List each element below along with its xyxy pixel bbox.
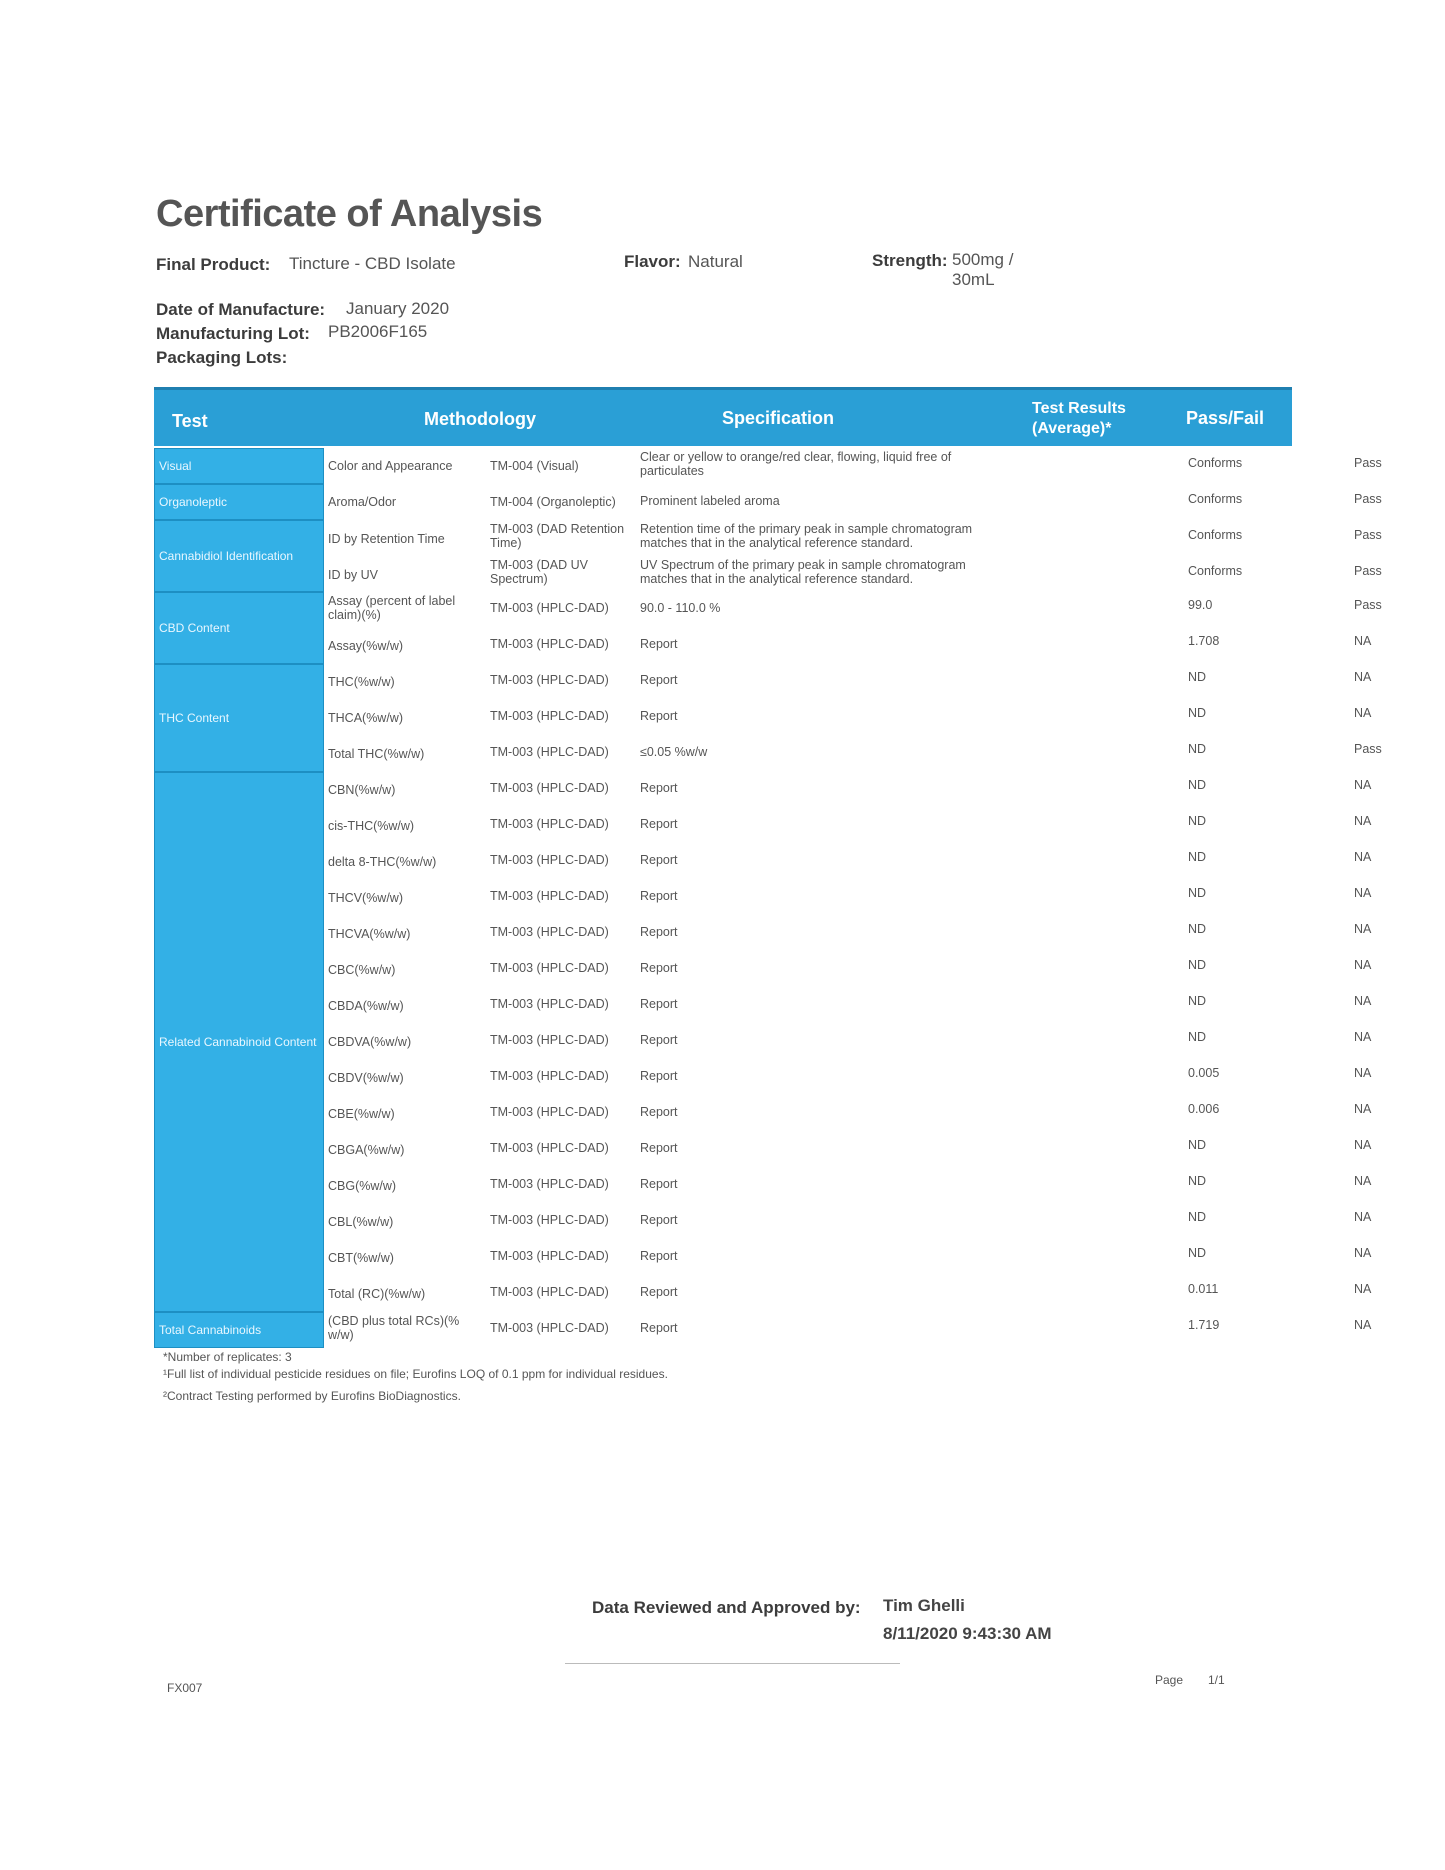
cell-pass-fail: NA (1354, 778, 1372, 792)
cell-result: ND (1188, 1138, 1207, 1152)
group-organoleptic: Organoleptic (154, 484, 324, 520)
cell-pass-fail: NA (1354, 922, 1372, 936)
cell-test: CBDV(%w/w) (328, 1071, 404, 1085)
cell-pass-fail: Pass (1354, 492, 1382, 506)
cell-result: 0.011 (1188, 1282, 1219, 1296)
cell-test: THCVA(%w/w) (328, 927, 411, 941)
col-pass-fail: Pass/Fail (1186, 408, 1265, 428)
table-row (324, 952, 1372, 988)
cell-method: TM-003 (HPLC-DAD) (490, 1285, 609, 1299)
table-header (154, 387, 1292, 446)
cell-result: ND (1188, 814, 1207, 828)
cell-result: ND (1188, 886, 1207, 900)
table-row (324, 592, 1382, 628)
footnote-contract: ²Contract Testing performed by Eurofins BioDiagnostics. (163, 1389, 461, 1403)
cell-test: THCV(%w/w) (328, 891, 403, 905)
cell-method: TM-003 (HPLC-DAD) (490, 601, 609, 615)
cell-spec: Prominent labeled aroma (640, 494, 780, 508)
cell-spec: 90.0 - 110.0 % (640, 601, 721, 615)
table-row (324, 1024, 1372, 1060)
cell-pass-fail: Pass (1354, 528, 1382, 542)
table-row (324, 556, 1382, 592)
cell-test: CBDVA(%w/w) (328, 1035, 412, 1049)
cell-spec: Retention time of the primary peak in sample chromatogram matches that in the analytical reference standard. (640, 522, 973, 550)
table-row (324, 1204, 1372, 1240)
cell-test: CBGA(%w/w) (328, 1143, 405, 1157)
cell-method: TM-003 (HPLC-DAD) (490, 997, 609, 1011)
cell-spec: Report (640, 637, 678, 651)
cell-method: TM-003 (HPLC-DAD) (490, 1069, 609, 1083)
col-test: Test (172, 411, 208, 431)
cell-test: ID by UV (328, 568, 379, 582)
cell-method: TM-003 (HPLC-DAD) (490, 1213, 609, 1227)
cell-pass-fail: NA (1354, 958, 1372, 972)
strength-label: Strength: (872, 251, 948, 270)
cell-spec: Report (640, 1177, 678, 1191)
cell-method: TM-004 (Organoleptic) (490, 495, 616, 509)
cell-test: cis-THC(%w/w) (328, 819, 415, 833)
approver-name: Tim Ghelli (883, 1596, 965, 1615)
signature-line (565, 1663, 900, 1664)
table-row (324, 664, 1372, 700)
cell-test: CBN(%w/w) (328, 783, 396, 797)
cell-result: ND (1188, 922, 1207, 936)
cell-result: 1.719 (1188, 1318, 1220, 1332)
cell-pass-fail: NA (1354, 814, 1372, 828)
cell-spec: Report (640, 925, 678, 939)
cell-method: TM-003 (HPLC-DAD) (490, 1033, 609, 1047)
cell-result: Conforms (1188, 492, 1243, 506)
cell-test: delta 8-THC(%w/w) (328, 855, 437, 869)
cell-result: ND (1188, 1030, 1207, 1044)
group-total-cannabinoids: Total Cannabinoids (154, 1312, 324, 1348)
cell-pass-fail: NA (1354, 634, 1372, 648)
form-code: FX007 (167, 1681, 203, 1695)
cell-pass-fail: NA (1354, 1318, 1372, 1332)
cell-test: CBG(%w/w) (328, 1179, 397, 1193)
cell-result: 99.0 (1188, 598, 1213, 612)
cell-spec: Report (640, 1321, 678, 1335)
cell-spec: Report (640, 1069, 678, 1083)
page-number: 1/1 (1208, 1673, 1225, 1687)
cell-spec: Report (640, 853, 678, 867)
cell-method: TM-003 (HPLC-DAD) (490, 853, 609, 867)
cell-result: ND (1188, 994, 1207, 1008)
cell-pass-fail: Pass (1354, 456, 1382, 470)
cell-pass-fail: NA (1354, 706, 1372, 720)
cell-method: TM-004 (Visual) (490, 459, 579, 473)
cell-result: ND (1188, 1210, 1207, 1224)
cell-pass-fail: NA (1354, 1066, 1372, 1080)
table-row (324, 1096, 1372, 1132)
cell-test: Total (RC)(%w/w) (328, 1287, 426, 1301)
cell-test: CBE(%w/w) (328, 1107, 395, 1121)
cell-spec: Report (640, 889, 678, 903)
cell-method: TM-003 (HPLC-DAD) (490, 1321, 609, 1335)
cell-spec: ≤0.05 %w/w (640, 745, 708, 759)
strength-value-2: 30mL (952, 270, 995, 289)
group-related-cannabinoid-content: Related Cannabinoid Content (154, 772, 324, 1312)
cell-method: TM-003 (HPLC-DAD) (490, 745, 609, 759)
cell-test: Assay (percent of label claim)(%) (328, 594, 456, 622)
cell-test: Color and Appearance (328, 459, 453, 473)
table-row (324, 520, 1382, 556)
cell-pass-fail: NA (1354, 1138, 1372, 1152)
approval-datetime: 8/11/2020 9:43:30 AM (883, 1624, 1052, 1643)
cell-spec: UV Spectrum of the primary peak in sample chromatogram matches that in the analytical reference standard. (640, 558, 966, 586)
col-methodology: Methodology (424, 409, 536, 429)
cell-pass-fail: NA (1354, 1282, 1372, 1296)
cell-method: TM-003 (HPLC-DAD) (490, 781, 609, 795)
flavor-value: Natural (688, 252, 743, 271)
cell-test: (CBD plus total RCs)(% w/w) (328, 1314, 460, 1342)
page-label: Page (1155, 1673, 1184, 1687)
table-row (324, 1276, 1372, 1312)
cell-spec: Report (640, 1249, 678, 1263)
cell-result: ND (1188, 706, 1207, 720)
cell-spec: Report (640, 817, 678, 831)
cell-result: ND (1188, 742, 1207, 756)
group-visual: Visual (154, 448, 324, 484)
cell-test: CBC(%w/w) (328, 963, 396, 977)
table-row (324, 1240, 1372, 1276)
cell-test: CBL(%w/w) (328, 1215, 394, 1229)
cell-spec: Report (640, 1213, 678, 1227)
cell-method: TM-003 (HPLC-DAD) (490, 1249, 609, 1263)
cell-result: ND (1188, 1174, 1207, 1188)
table-row (324, 1312, 1372, 1348)
cell-method: TM-003 (HPLC-DAD) (490, 925, 609, 939)
cell-test: ID by Retention Time (328, 532, 445, 546)
cell-spec: Report (640, 1033, 678, 1047)
table-row (324, 916, 1372, 952)
table-row (324, 448, 1382, 484)
table-row (324, 1168, 1372, 1204)
cell-pass-fail: NA (1354, 1174, 1372, 1188)
cell-method: TM-003 (HPLC-DAD) (490, 817, 609, 831)
cell-method: TM-003 (DAD Retention Time) (490, 522, 625, 550)
final-product-label: Final Product: (156, 255, 271, 274)
cell-pass-fail: Pass (1354, 564, 1382, 578)
cell-result: ND (1188, 670, 1207, 684)
cell-pass-fail: NA (1354, 1030, 1372, 1044)
cell-spec: Report (640, 1105, 678, 1119)
cell-spec: Report (640, 1141, 678, 1155)
packaging-lots-label: Packaging Lots: (156, 348, 288, 367)
cell-method: TM-003 (HPLC-DAD) (490, 673, 609, 687)
footnote-pesticide: ¹Full list of individual pesticide residues on file; Eurofins LOQ of 0.1 ppm for individual residues. (163, 1367, 668, 1381)
cell-spec: Report (640, 961, 678, 975)
cell-test: THC(%w/w) (328, 675, 395, 689)
cell-result: Conforms (1188, 456, 1243, 470)
cell-pass-fail: NA (1354, 850, 1372, 864)
cell-result: 0.006 (1188, 1102, 1220, 1116)
cell-spec: Report (640, 997, 678, 1011)
cell-method: TM-003 (HPLC-DAD) (490, 637, 609, 651)
cell-pass-fail: NA (1354, 670, 1372, 684)
cell-test: Aroma/Odor (328, 495, 397, 509)
lot-value: PB2006F165 (328, 322, 428, 341)
cell-spec: Report (640, 673, 678, 687)
cell-result: ND (1188, 778, 1207, 792)
cell-test: CBDA(%w/w) (328, 999, 404, 1013)
lot-label: Manufacturing Lot: (156, 324, 310, 343)
cell-pass-fail: NA (1354, 1246, 1372, 1260)
page-title: Certificate of Analysis (156, 193, 543, 235)
approval-label: Data Reviewed and Approved by: (592, 1598, 861, 1617)
cell-method: TM-003 (HPLC-DAD) (490, 1141, 609, 1155)
strength-value-1: 500mg / (952, 250, 1014, 269)
cell-spec: Report (640, 781, 678, 795)
table-row (324, 736, 1382, 772)
cell-method: TM-003 (DAD UV Spectrum) (490, 558, 588, 586)
cell-test: Assay(%w/w) (328, 639, 404, 653)
cell-method: TM-003 (HPLC-DAD) (490, 1105, 609, 1119)
cell-spec: Report (640, 709, 678, 723)
col-specification: Specification (722, 408, 835, 428)
cell-result: ND (1188, 958, 1207, 972)
col-results-avg: (Average)* (1032, 420, 1112, 437)
group-cbd-content: CBD Content (154, 592, 324, 664)
cell-result: 0.005 (1188, 1066, 1220, 1080)
table-row (324, 880, 1372, 916)
final-product-value: Tincture - CBD Isolate (289, 254, 456, 273)
col-results: Test Results (1032, 400, 1126, 417)
cell-test: THCA(%w/w) (328, 711, 403, 725)
cell-result: ND (1188, 1246, 1207, 1260)
footnote-replicates: *Number of replicates: 3 (163, 1350, 292, 1364)
group-cannabidiol-identification: Cannabidiol Identification (154, 520, 324, 592)
cell-result: ND (1188, 850, 1207, 864)
cell-pass-fail: NA (1354, 1210, 1372, 1224)
cell-pass-fail: NA (1354, 994, 1372, 1008)
table-row (324, 628, 1372, 664)
group-thc-content: THC Content (154, 664, 324, 772)
cell-pass-fail: NA (1354, 886, 1372, 900)
cell-test: Total THC(%w/w) (328, 747, 425, 761)
cell-result: 1.708 (1188, 634, 1220, 648)
table-row (324, 988, 1372, 1024)
table-row (324, 772, 1372, 808)
table-row (324, 700, 1372, 736)
cell-result: Conforms (1188, 564, 1243, 578)
cell-pass-fail: NA (1354, 1102, 1372, 1116)
cell-method: TM-003 (HPLC-DAD) (490, 709, 609, 723)
cell-result: Conforms (1188, 528, 1243, 542)
cell-pass-fail: Pass (1354, 598, 1382, 612)
table-row (324, 844, 1372, 880)
date-value: January 2020 (346, 299, 450, 318)
cell-test: CBT(%w/w) (328, 1251, 394, 1265)
cell-method: TM-003 (HPLC-DAD) (490, 961, 609, 975)
date-label: Date of Manufacture: (156, 300, 326, 319)
cell-method: TM-003 (HPLC-DAD) (490, 889, 609, 903)
cell-pass-fail: Pass (1354, 742, 1382, 756)
cell-spec: Report (640, 1285, 678, 1299)
flavor-label: Flavor: (624, 252, 681, 271)
table-row (324, 1132, 1372, 1168)
cell-method: TM-003 (HPLC-DAD) (490, 1177, 609, 1191)
cell-spec: Clear or yellow to orange/red clear, flowing, liquid free of particulates (640, 450, 952, 478)
table-row (324, 1060, 1372, 1096)
table-row (324, 808, 1372, 844)
table-row (324, 484, 1382, 520)
